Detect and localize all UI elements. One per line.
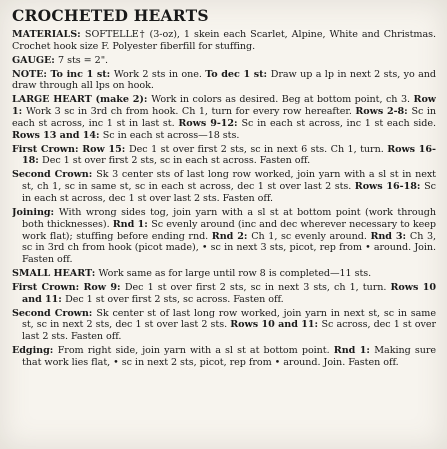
- paragraph-text: Ch 3, sc in 3rd ch from hook (picot made), • sc in next 3 sts, picot, rep from • around. Join. Fasten off.: [22, 230, 436, 266]
- paragraph-text: With wrong sides tog, join yarn with a sl st at bottom point (work through both thicknesses).: [22, 206, 436, 230]
- paragraph-text: Dec 1 st over first 2 sts, sc in each st across. Fasten off.: [42, 155, 311, 167]
- page-title: CROCHETED HEARTS: [12, 6, 209, 25]
- paragraph-text: Dec 1 st over first 2 sts, sc across. Fasten off.: [65, 293, 284, 305]
- bold-label: Rnd 1:: [112, 218, 152, 230]
- paragraph-text: Sc in each st across, inc 1 st in last st.: [12, 106, 436, 129]
- bold-label: MATERIALS:: [12, 29, 85, 40]
- bold-label: Rnd 3:: [370, 230, 410, 242]
- paragraph-text: Sc in each st across—18 sts.: [102, 129, 240, 141]
- paragraph-text: Sc in each st across, dec 1 st over last 2 sts. Fasten off.: [22, 181, 436, 204]
- paragraph-text: Work 3 sc in 3rd ch from hook. Ch 1, turn for every row hereafter.: [25, 106, 356, 118]
- paragraph-text: Making sure that work lies flat, • sc in next 2 sts, picot, rep from • around. Join. Fasten off.: [22, 345, 436, 368]
- bold-label: First Crown: Row 9:: [12, 281, 125, 293]
- paragraph-materials: [12, 29, 436, 53]
- paragraph-text: Dec 1 st over first 2 sts, sc in next 6 sts. Ch 1, turn.: [129, 143, 388, 155]
- bold-label: To dec 1 st:: [205, 68, 271, 80]
- paragraph-joining: [12, 207, 436, 266]
- bold-label: LARGE HEART (make 2):: [12, 94, 152, 106]
- bold-label: First Crown: Row 15:: [12, 143, 129, 155]
- paragraph-note: [12, 69, 436, 93]
- bold-label: Rows 9-12:: [178, 117, 242, 129]
- bold-label: Rows 16-18:: [22, 143, 436, 167]
- paragraph-text: Sc across, dec 1 st over last 2 sts. Fasten off.: [22, 319, 436, 343]
- paragraph-large-heart: [12, 94, 436, 141]
- bold-label: SMALL HEART:: [12, 268, 99, 280]
- bold-label: NOTE: To inc 1 st:: [12, 68, 114, 80]
- paragraph-text: Sk center st of last long row worked, join yarn in next st, sc in same st, sc in next 2 sts, dec 1 st over last 2 sts.: [22, 307, 436, 331]
- paragraph-second-crown: [12, 169, 436, 205]
- bold-label: Rows 10 and 11:: [22, 281, 436, 305]
- paragraph-text: Sc evenly around (inc and dec wherever necessary to keep work flat); stuffing before ending rnd.: [22, 218, 436, 242]
- paragraph-text: Ch 1, sc evenly around.: [251, 230, 371, 242]
- paragraph-text: Work in colors as desired. Beg at bottom point, ch 3.: [151, 94, 414, 106]
- paragraph-small-second-crown: [12, 308, 436, 344]
- bold-label: Rows 13 and 14:: [12, 129, 103, 141]
- bold-label: Second Crown:: [12, 169, 97, 181]
- bold-label: Rnd 2:: [211, 230, 252, 242]
- paragraph-small-heart: [12, 268, 436, 280]
- bold-label: Second Crown:: [12, 307, 97, 319]
- bold-label: GAUGE:: [12, 54, 59, 66]
- paragraph-small-first-crown: [12, 282, 436, 306]
- paragraph-text: Draw up a lp in next 2 sts, yo and draw through all lps on hook.: [12, 68, 436, 92]
- bold-label: Joining:: [12, 206, 59, 218]
- paragraph-text: Sk 3 center sts of last long row worked, join yarn with a sl st in next st, ch 1, sc in same st, sc in each st across, dec 1 st over last 2 sts.: [22, 169, 436, 193]
- paragraph-text: Work 2 sts in one.: [113, 68, 206, 80]
- paragraph-text: Sc in each st across, inc 1 st each side.: [241, 117, 436, 129]
- bold-label: Rows 16-18:: [354, 181, 425, 193]
- paragraph-edging: [12, 345, 436, 369]
- paragraph-text: SOFTELLE† (3-oz), 1 skein each Scarlet, Alpine, White and Christmas. Crochet hook size F. Polyester fiberfill for stuffing.: [12, 29, 436, 52]
- paragraph-text: From right side, join yarn with a sl st at bottom point.: [57, 345, 334, 357]
- pattern-body: [12, 29, 436, 369]
- paragraph-text: Dec 1 st over first 2 sts, sc in next 3 sts, ch 1, turn.: [124, 281, 391, 293]
- paragraph-text: Work same as for large until row 8 is completed—11 sts.: [98, 268, 372, 280]
- bold-label: Rnd 1:: [333, 345, 375, 357]
- bold-label: Row 1:: [12, 94, 436, 118]
- bold-label: Rows 10 and 11:: [230, 319, 322, 331]
- bold-label: Rows 2-8:: [355, 106, 412, 118]
- paragraph-first-crown: [12, 144, 436, 168]
- pattern-page: [12, 6, 436, 442]
- paragraph-text: 7 sts = 2".: [58, 54, 109, 66]
- paragraph-gauge: [12, 55, 436, 67]
- bold-label: Edging:: [12, 345, 58, 357]
